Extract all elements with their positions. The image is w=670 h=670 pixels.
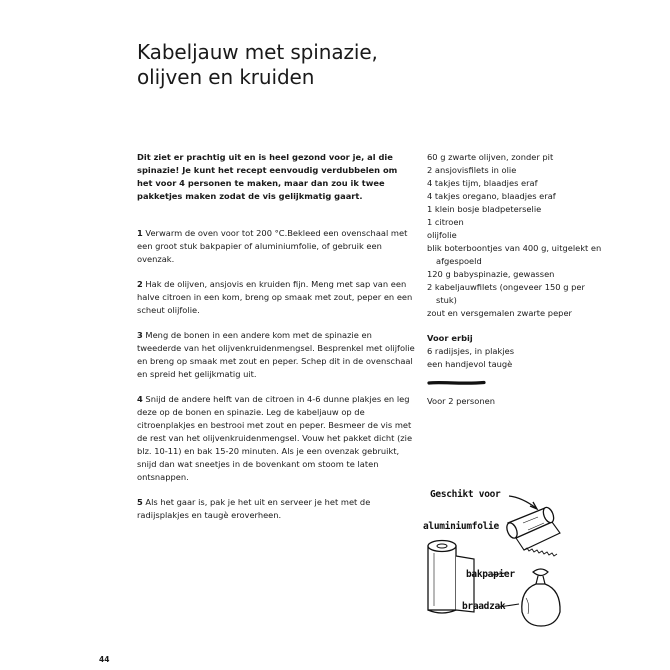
page-number: 44 <box>99 655 110 664</box>
step-text: Meng de bonen in een andere kom met de spinazie en tweederde van het olijvenkruidenmengsel. Besprenkel met olijfolie en breng op smaak met zout en peper. Schep dit in de ovenschaal en spreid het gelijkmatig uit. <box>137 330 415 379</box>
serve-with-item: 6 radijsjes, in plakjes <box>427 346 515 356</box>
serve-with-heading: Voor erbij <box>427 333 473 343</box>
ingredient-item: blik boterboontjes van 400 g, uitgelekt en afgespoeld <box>427 243 602 266</box>
step-text: Hak de olijven, ansjovis en kruiden fijn. Meng met sap van een halve citroen in een kom, breng op smaak met zout, peper en een scheut olijfolie. <box>137 279 413 315</box>
foil-roll-icon <box>505 506 560 556</box>
ingredient-item: 1 citroen <box>427 217 464 227</box>
baking-paper-label: bakpapier <box>466 569 515 580</box>
recipe-title-line-2: olijven en kruiden <box>137 65 315 89</box>
ingredient-item: 2 ansjovisfilets in olie <box>427 165 517 175</box>
step-number: 5 <box>137 497 143 507</box>
ingredient-item: 2 kabeljauwfilets (ongeveer 150 g per stuk) <box>427 282 585 305</box>
serve-with-item: een handjevol taugè <box>427 359 513 369</box>
step-number: 4 <box>137 394 143 404</box>
step-number: 3 <box>137 330 143 340</box>
ingredient-item: 4 takjes oregano, blaadjes eraf <box>427 191 556 201</box>
recipe-title-line-1: Kabeljauw met spinazie, <box>137 40 378 64</box>
roasting-bag-icon <box>522 569 560 626</box>
step-text: Snijd de andere helft van de citroen in 4-6 dunne plakjes en leg deze op de bonen en spinazie. Leg de kabeljauw op de citroenplakjes en bestrooi met zout en peper. Besmeer de vis met de rest van het olijvenkruidenmengsel. Vouw het pakket dicht (zie blz. 10-11) en bak 15-20 minuten. Als je een ovenzak gebruikt, snijd dan wat sneetjes in de bovenkant om stoom te laten ontsnappen. <box>137 394 413 482</box>
ingredient-item: 4 takjes tijm, blaadjes eraf <box>427 178 538 188</box>
ingredient-item: 120 g babyspinazie, gewassen <box>427 269 555 279</box>
step-number: 2 <box>137 279 143 289</box>
suitable-for-heading: Geschikt voor <box>430 489 501 500</box>
ingredient-item: 1 klein bosje bladpeterselie <box>427 204 542 214</box>
recipe-intro: Dit ziet er prachtig uit en is heel gezond voor je, al die spinazie! Je kunt het recept eenvoudig verdubbelen om het voor 4 personen te maken, maar dan zou ik twee pakketjes maken zodat de vis gelijkmatig gaart. <box>137 152 398 201</box>
step-text: Als het gaar is, pak je het uit en serveer je het met de radijsplakjes en taugè eroverheen. <box>137 497 371 520</box>
step-text: Verwarm de oven voor tot 200 °C.Bekleed een ovenschaal met een groot stuk bakpapier of aluminiumfolie, of gebruik een ovenzak. <box>137 228 408 264</box>
step-number: 1 <box>137 228 143 238</box>
servings: Voor 2 personen <box>427 396 495 406</box>
ingredient-item: olijfolie <box>427 230 457 240</box>
foil-label: aluminiumfolie <box>423 521 499 532</box>
roasting-bag-label: braadzak <box>462 601 506 612</box>
ingredient-item: zout en versgemalen zwarte peper <box>427 308 572 318</box>
ingredient-item: 60 g zwarte olijven, zonder pit <box>427 152 554 162</box>
